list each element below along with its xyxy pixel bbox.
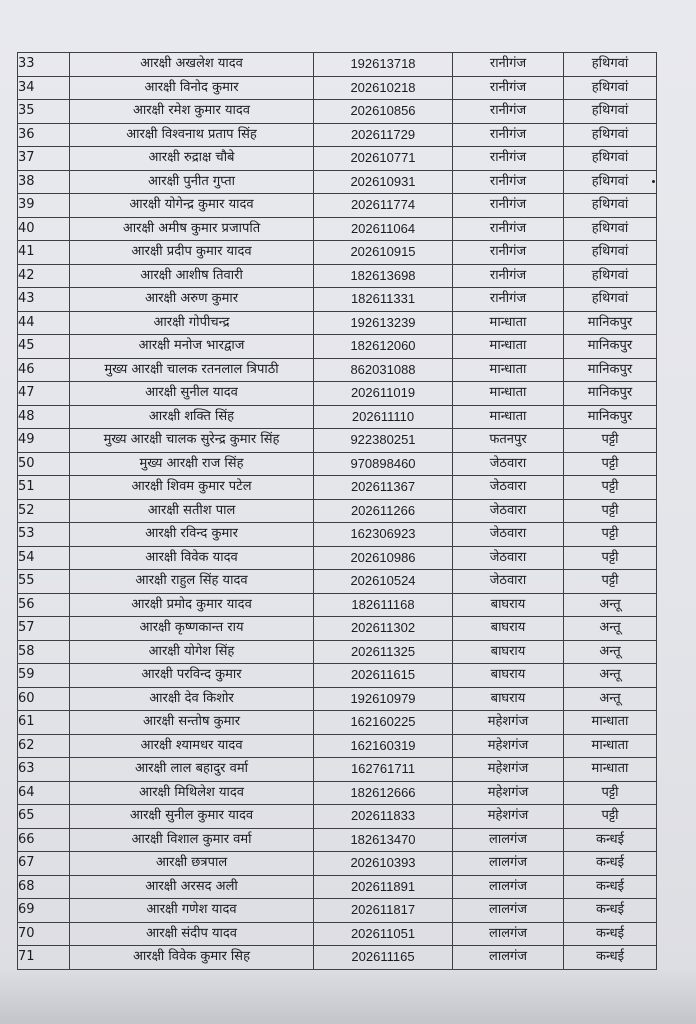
table-row [18, 875, 657, 899]
to-station-cell: अन्तू [564, 617, 657, 641]
from-station-cell: महेशगंज [453, 734, 564, 758]
pno-cell: 970898460 [314, 452, 453, 476]
serial-number-cell: 69 [18, 899, 70, 923]
table-row [18, 805, 657, 829]
serial-number-cell: 42 [18, 264, 70, 288]
name-cell: आरक्षी मनोज भारद्वाज [70, 335, 314, 359]
table-row [18, 734, 657, 758]
name-cell: आरक्षी छत्रपाल [70, 852, 314, 876]
name-cell: आरक्षी सुनील यादव [70, 382, 314, 406]
serial-number-cell: 70 [18, 922, 70, 946]
table-row [18, 946, 657, 970]
serial-number-cell: 49 [18, 429, 70, 453]
table-row [18, 311, 657, 335]
serial-number-cell: 68 [18, 875, 70, 899]
table-row [18, 123, 657, 147]
table-row [18, 758, 657, 782]
to-station-cell: कन्धई [564, 922, 657, 946]
pno-cell: 202611051 [314, 922, 453, 946]
to-station-cell: पट्टी [564, 781, 657, 805]
pno-cell: 162761711 [314, 758, 453, 782]
from-station-cell: रानीगंज [453, 76, 564, 100]
table-row [18, 335, 657, 359]
to-station-cell: हथिगवां [564, 264, 657, 288]
table-row [18, 899, 657, 923]
pno-cell: 202611774 [314, 194, 453, 218]
name-cell: आरक्षी सन्तोष कुमार [70, 711, 314, 735]
serial-number-cell: 45 [18, 335, 70, 359]
to-station-cell: अन्तू [564, 664, 657, 688]
pno-cell: 162160225 [314, 711, 453, 735]
table-row [18, 405, 657, 429]
to-station-cell: पट्टी [564, 523, 657, 547]
pno-cell: 202610931 [314, 170, 453, 194]
from-station-cell: बाघराय [453, 593, 564, 617]
pno-cell: 202611064 [314, 217, 453, 241]
serial-number-cell: 50 [18, 452, 70, 476]
ink-dot [652, 180, 655, 183]
serial-number-cell: 71 [18, 946, 70, 970]
pno-cell: 182611168 [314, 593, 453, 617]
pno-cell: 162160319 [314, 734, 453, 758]
to-station-cell: हथिगवां [564, 123, 657, 147]
name-cell: आरक्षी गोपीचन्द्र [70, 311, 314, 335]
name-cell: मुख्य आरक्षी चालक सुरेन्द्र कुमार सिंह [70, 429, 314, 453]
name-cell: आरक्षी विवेक कुमार सिह [70, 946, 314, 970]
table-row [18, 264, 657, 288]
table-row [18, 429, 657, 453]
table-row [18, 781, 657, 805]
name-cell: आरक्षी विशाल कुमार वर्मा [70, 828, 314, 852]
to-station-cell: पट्टी [564, 570, 657, 594]
from-station-cell: रानीगंज [453, 217, 564, 241]
serial-number-cell: 62 [18, 734, 70, 758]
serial-number-cell: 66 [18, 828, 70, 852]
table-row [18, 852, 657, 876]
serial-number-cell: 56 [18, 593, 70, 617]
table-row [18, 546, 657, 570]
from-station-cell: जेठवारा [453, 546, 564, 570]
from-station-cell: फतनपुर [453, 429, 564, 453]
serial-number-cell: 63 [18, 758, 70, 782]
from-station-cell: रानीगंज [453, 288, 564, 312]
serial-number-cell: 41 [18, 241, 70, 265]
name-cell: आरक्षी शिवम कुमार पटेल [70, 476, 314, 500]
pno-cell: 182613470 [314, 828, 453, 852]
serial-number-cell: 36 [18, 123, 70, 147]
table-row [18, 382, 657, 406]
pno-cell: 202611817 [314, 899, 453, 923]
from-station-cell: मान्धाता [453, 358, 564, 382]
from-station-cell: जेठवारा [453, 570, 564, 594]
from-station-cell: महेशगंज [453, 711, 564, 735]
name-cell: आरक्षी कृष्णकान्त राय [70, 617, 314, 641]
name-cell: आरक्षी योगेश सिंह [70, 640, 314, 664]
name-cell: आरक्षी देव किशोर [70, 687, 314, 711]
serial-number-cell: 53 [18, 523, 70, 547]
to-station-cell: पट्टी [564, 546, 657, 570]
transfer-table [17, 52, 657, 970]
from-station-cell: जेठवारा [453, 499, 564, 523]
name-cell: आरक्षी विवेक यादव [70, 546, 314, 570]
serial-number-cell: 33 [18, 53, 70, 77]
table-row [18, 100, 657, 124]
from-station-cell: लालगंज [453, 946, 564, 970]
name-cell: आरक्षी रमेश कुमार यादव [70, 100, 314, 124]
table-row [18, 147, 657, 171]
name-cell: आरक्षी शक्ति सिंह [70, 405, 314, 429]
serial-number-cell: 57 [18, 617, 70, 641]
from-station-cell: बाघराय [453, 687, 564, 711]
from-station-cell: रानीगंज [453, 53, 564, 77]
to-station-cell: अन्तू [564, 593, 657, 617]
to-station-cell: हथिगवां [564, 147, 657, 171]
serial-number-cell: 60 [18, 687, 70, 711]
name-cell: आरक्षी अखलेश यादव [70, 53, 314, 77]
to-station-cell: हथिगवां [564, 194, 657, 218]
name-cell: आरक्षी सुनील कुमार यादव [70, 805, 314, 829]
pno-cell: 182612060 [314, 335, 453, 359]
pno-cell: 202611325 [314, 640, 453, 664]
from-station-cell: रानीगंज [453, 147, 564, 171]
to-station-cell: पट्टी [564, 805, 657, 829]
name-cell: आरक्षी मिथिलेश यादव [70, 781, 314, 805]
pno-cell: 202611833 [314, 805, 453, 829]
pno-cell: 202610771 [314, 147, 453, 171]
from-station-cell: लालगंज [453, 875, 564, 899]
name-cell: आरक्षी श्यामधर यादव [70, 734, 314, 758]
pno-cell: 202611615 [314, 664, 453, 688]
name-cell: आरक्षी प्रमोद कुमार यादव [70, 593, 314, 617]
from-station-cell: बाघराय [453, 664, 564, 688]
to-station-cell: हथिगवां [564, 170, 657, 194]
table-row [18, 828, 657, 852]
from-station-cell: मान्धाता [453, 382, 564, 406]
table-row [18, 499, 657, 523]
name-cell: आरक्षी आशीष तिवारी [70, 264, 314, 288]
pno-cell: 192613718 [314, 53, 453, 77]
pno-cell: 202611165 [314, 946, 453, 970]
pno-cell: 182613698 [314, 264, 453, 288]
name-cell: आरक्षी गणेश यादव [70, 899, 314, 923]
pno-cell: 202611019 [314, 382, 453, 406]
to-station-cell: मानिकपुर [564, 382, 657, 406]
pno-cell: 202610856 [314, 100, 453, 124]
name-cell: आरक्षी अरुण कुमार [70, 288, 314, 312]
from-station-cell: जेठवारा [453, 452, 564, 476]
pno-cell: 922380251 [314, 429, 453, 453]
table-row [18, 76, 657, 100]
from-station-cell: रानीगंज [453, 194, 564, 218]
pno-cell: 202611729 [314, 123, 453, 147]
to-station-cell: हथिगवां [564, 241, 657, 265]
serial-number-cell: 54 [18, 546, 70, 570]
pno-cell: 162306923 [314, 523, 453, 547]
name-cell: आरक्षी रविन्द कुमार [70, 523, 314, 547]
name-cell: आरक्षी अमीष कुमार प्रजापति [70, 217, 314, 241]
page-shadow [0, 968, 696, 1024]
to-station-cell: मान्धाता [564, 734, 657, 758]
from-station-cell: रानीगंज [453, 100, 564, 124]
serial-number-cell: 37 [18, 147, 70, 171]
name-cell: आरक्षी राहुल सिंह यादव [70, 570, 314, 594]
name-cell: आरक्षी विनोद कुमार [70, 76, 314, 100]
to-station-cell: कन्धई [564, 899, 657, 923]
serial-number-cell: 43 [18, 288, 70, 312]
serial-number-cell: 46 [18, 358, 70, 382]
from-station-cell: महेशगंज [453, 805, 564, 829]
serial-number-cell: 61 [18, 711, 70, 735]
to-station-cell: पट्टी [564, 476, 657, 500]
from-station-cell: रानीगंज [453, 241, 564, 265]
table-row [18, 640, 657, 664]
from-station-cell: लालगंज [453, 899, 564, 923]
to-station-cell: कन्धई [564, 946, 657, 970]
to-station-cell: अन्तू [564, 687, 657, 711]
serial-number-cell: 34 [18, 76, 70, 100]
name-cell: आरक्षी संदीप यादव [70, 922, 314, 946]
transfer-table-body [18, 53, 657, 970]
table-row [18, 170, 657, 194]
serial-number-cell: 44 [18, 311, 70, 335]
serial-number-cell: 67 [18, 852, 70, 876]
table-row [18, 288, 657, 312]
from-station-cell: रानीगंज [453, 264, 564, 288]
to-station-cell: कन्धई [564, 852, 657, 876]
to-station-cell: मान्धाता [564, 758, 657, 782]
name-cell: आरक्षी प्रदीप कुमार यादव [70, 241, 314, 265]
serial-number-cell: 55 [18, 570, 70, 594]
from-station-cell: मान्धाता [453, 311, 564, 335]
table-row [18, 194, 657, 218]
pno-cell: 202610393 [314, 852, 453, 876]
to-station-cell: मानिकपुर [564, 311, 657, 335]
table-row [18, 617, 657, 641]
pno-cell: 862031088 [314, 358, 453, 382]
to-station-cell: अन्तू [564, 640, 657, 664]
pno-cell: 202611266 [314, 499, 453, 523]
serial-number-cell: 58 [18, 640, 70, 664]
from-station-cell: बाघराय [453, 640, 564, 664]
table-row [18, 53, 657, 77]
table-row [18, 687, 657, 711]
from-station-cell: लालगंज [453, 852, 564, 876]
pno-cell: 202611302 [314, 617, 453, 641]
table-row [18, 476, 657, 500]
pno-cell: 202610915 [314, 241, 453, 265]
table-row [18, 570, 657, 594]
serial-number-cell: 35 [18, 100, 70, 124]
to-station-cell: हथिगवां [564, 217, 657, 241]
name-cell: आरक्षी योगेन्द्र कुमार यादव [70, 194, 314, 218]
name-cell: आरक्षी अरसद अली [70, 875, 314, 899]
from-station-cell: महेशगंज [453, 781, 564, 805]
table-row [18, 711, 657, 735]
from-station-cell: जेठवारा [453, 476, 564, 500]
to-station-cell: मानिकपुर [564, 358, 657, 382]
serial-number-cell: 38 [18, 170, 70, 194]
serial-number-cell: 64 [18, 781, 70, 805]
table-row [18, 217, 657, 241]
to-station-cell: कन्धई [564, 875, 657, 899]
table-row [18, 664, 657, 688]
serial-number-cell: 51 [18, 476, 70, 500]
name-cell: आरक्षी पुनीत गुप्ता [70, 170, 314, 194]
from-station-cell: महेशगंज [453, 758, 564, 782]
from-station-cell: रानीगंज [453, 123, 564, 147]
name-cell: आरक्षी रुद्राक्ष चौबे [70, 147, 314, 171]
pno-cell: 202611110 [314, 405, 453, 429]
pno-cell: 202610218 [314, 76, 453, 100]
serial-number-cell: 40 [18, 217, 70, 241]
table-row [18, 358, 657, 382]
to-station-cell: मानिकपुर [564, 335, 657, 359]
to-station-cell: कन्धई [564, 828, 657, 852]
pno-cell: 182612666 [314, 781, 453, 805]
serial-number-cell: 47 [18, 382, 70, 406]
from-station-cell: जेठवारा [453, 523, 564, 547]
table-row [18, 523, 657, 547]
pno-cell: 192610979 [314, 687, 453, 711]
to-station-cell: हथिगवां [564, 100, 657, 124]
pno-cell: 182611331 [314, 288, 453, 312]
to-station-cell: पट्टी [564, 499, 657, 523]
pno-cell: 192613239 [314, 311, 453, 335]
table-row [18, 241, 657, 265]
serial-number-cell: 48 [18, 405, 70, 429]
to-station-cell: पट्टी [564, 452, 657, 476]
pno-cell: 202610986 [314, 546, 453, 570]
pno-cell: 202611891 [314, 875, 453, 899]
from-station-cell: मान्धाता [453, 335, 564, 359]
table-row [18, 452, 657, 476]
to-station-cell: हथिगवां [564, 53, 657, 77]
from-station-cell: मान्धाता [453, 405, 564, 429]
serial-number-cell: 65 [18, 805, 70, 829]
pno-cell: 202610524 [314, 570, 453, 594]
pno-cell: 202611367 [314, 476, 453, 500]
serial-number-cell: 52 [18, 499, 70, 523]
table-row [18, 593, 657, 617]
to-station-cell: हथिगवां [564, 288, 657, 312]
from-station-cell: बाघराय [453, 617, 564, 641]
from-station-cell: लालगंज [453, 828, 564, 852]
to-station-cell: पट्टी [564, 429, 657, 453]
to-station-cell: हथिगवां [564, 76, 657, 100]
to-station-cell: मानिकपुर [564, 405, 657, 429]
serial-number-cell: 59 [18, 664, 70, 688]
from-station-cell: लालगंज [453, 922, 564, 946]
name-cell: आरक्षी सतीश पाल [70, 499, 314, 523]
name-cell: मुख्य आरक्षी राज सिंह [70, 452, 314, 476]
serial-number-cell: 39 [18, 194, 70, 218]
name-cell: मुख्य आरक्षी चालक रतनलाल त्रिपाठी [70, 358, 314, 382]
name-cell: आरक्षी परविन्द कुमार [70, 664, 314, 688]
name-cell: आरक्षी विश्वनाथ प्रताप सिंह [70, 123, 314, 147]
table-row [18, 922, 657, 946]
name-cell: आरक्षी लाल बहादुर वर्मा [70, 758, 314, 782]
from-station-cell: रानीगंज [453, 170, 564, 194]
to-station-cell: मान्धाता [564, 711, 657, 735]
